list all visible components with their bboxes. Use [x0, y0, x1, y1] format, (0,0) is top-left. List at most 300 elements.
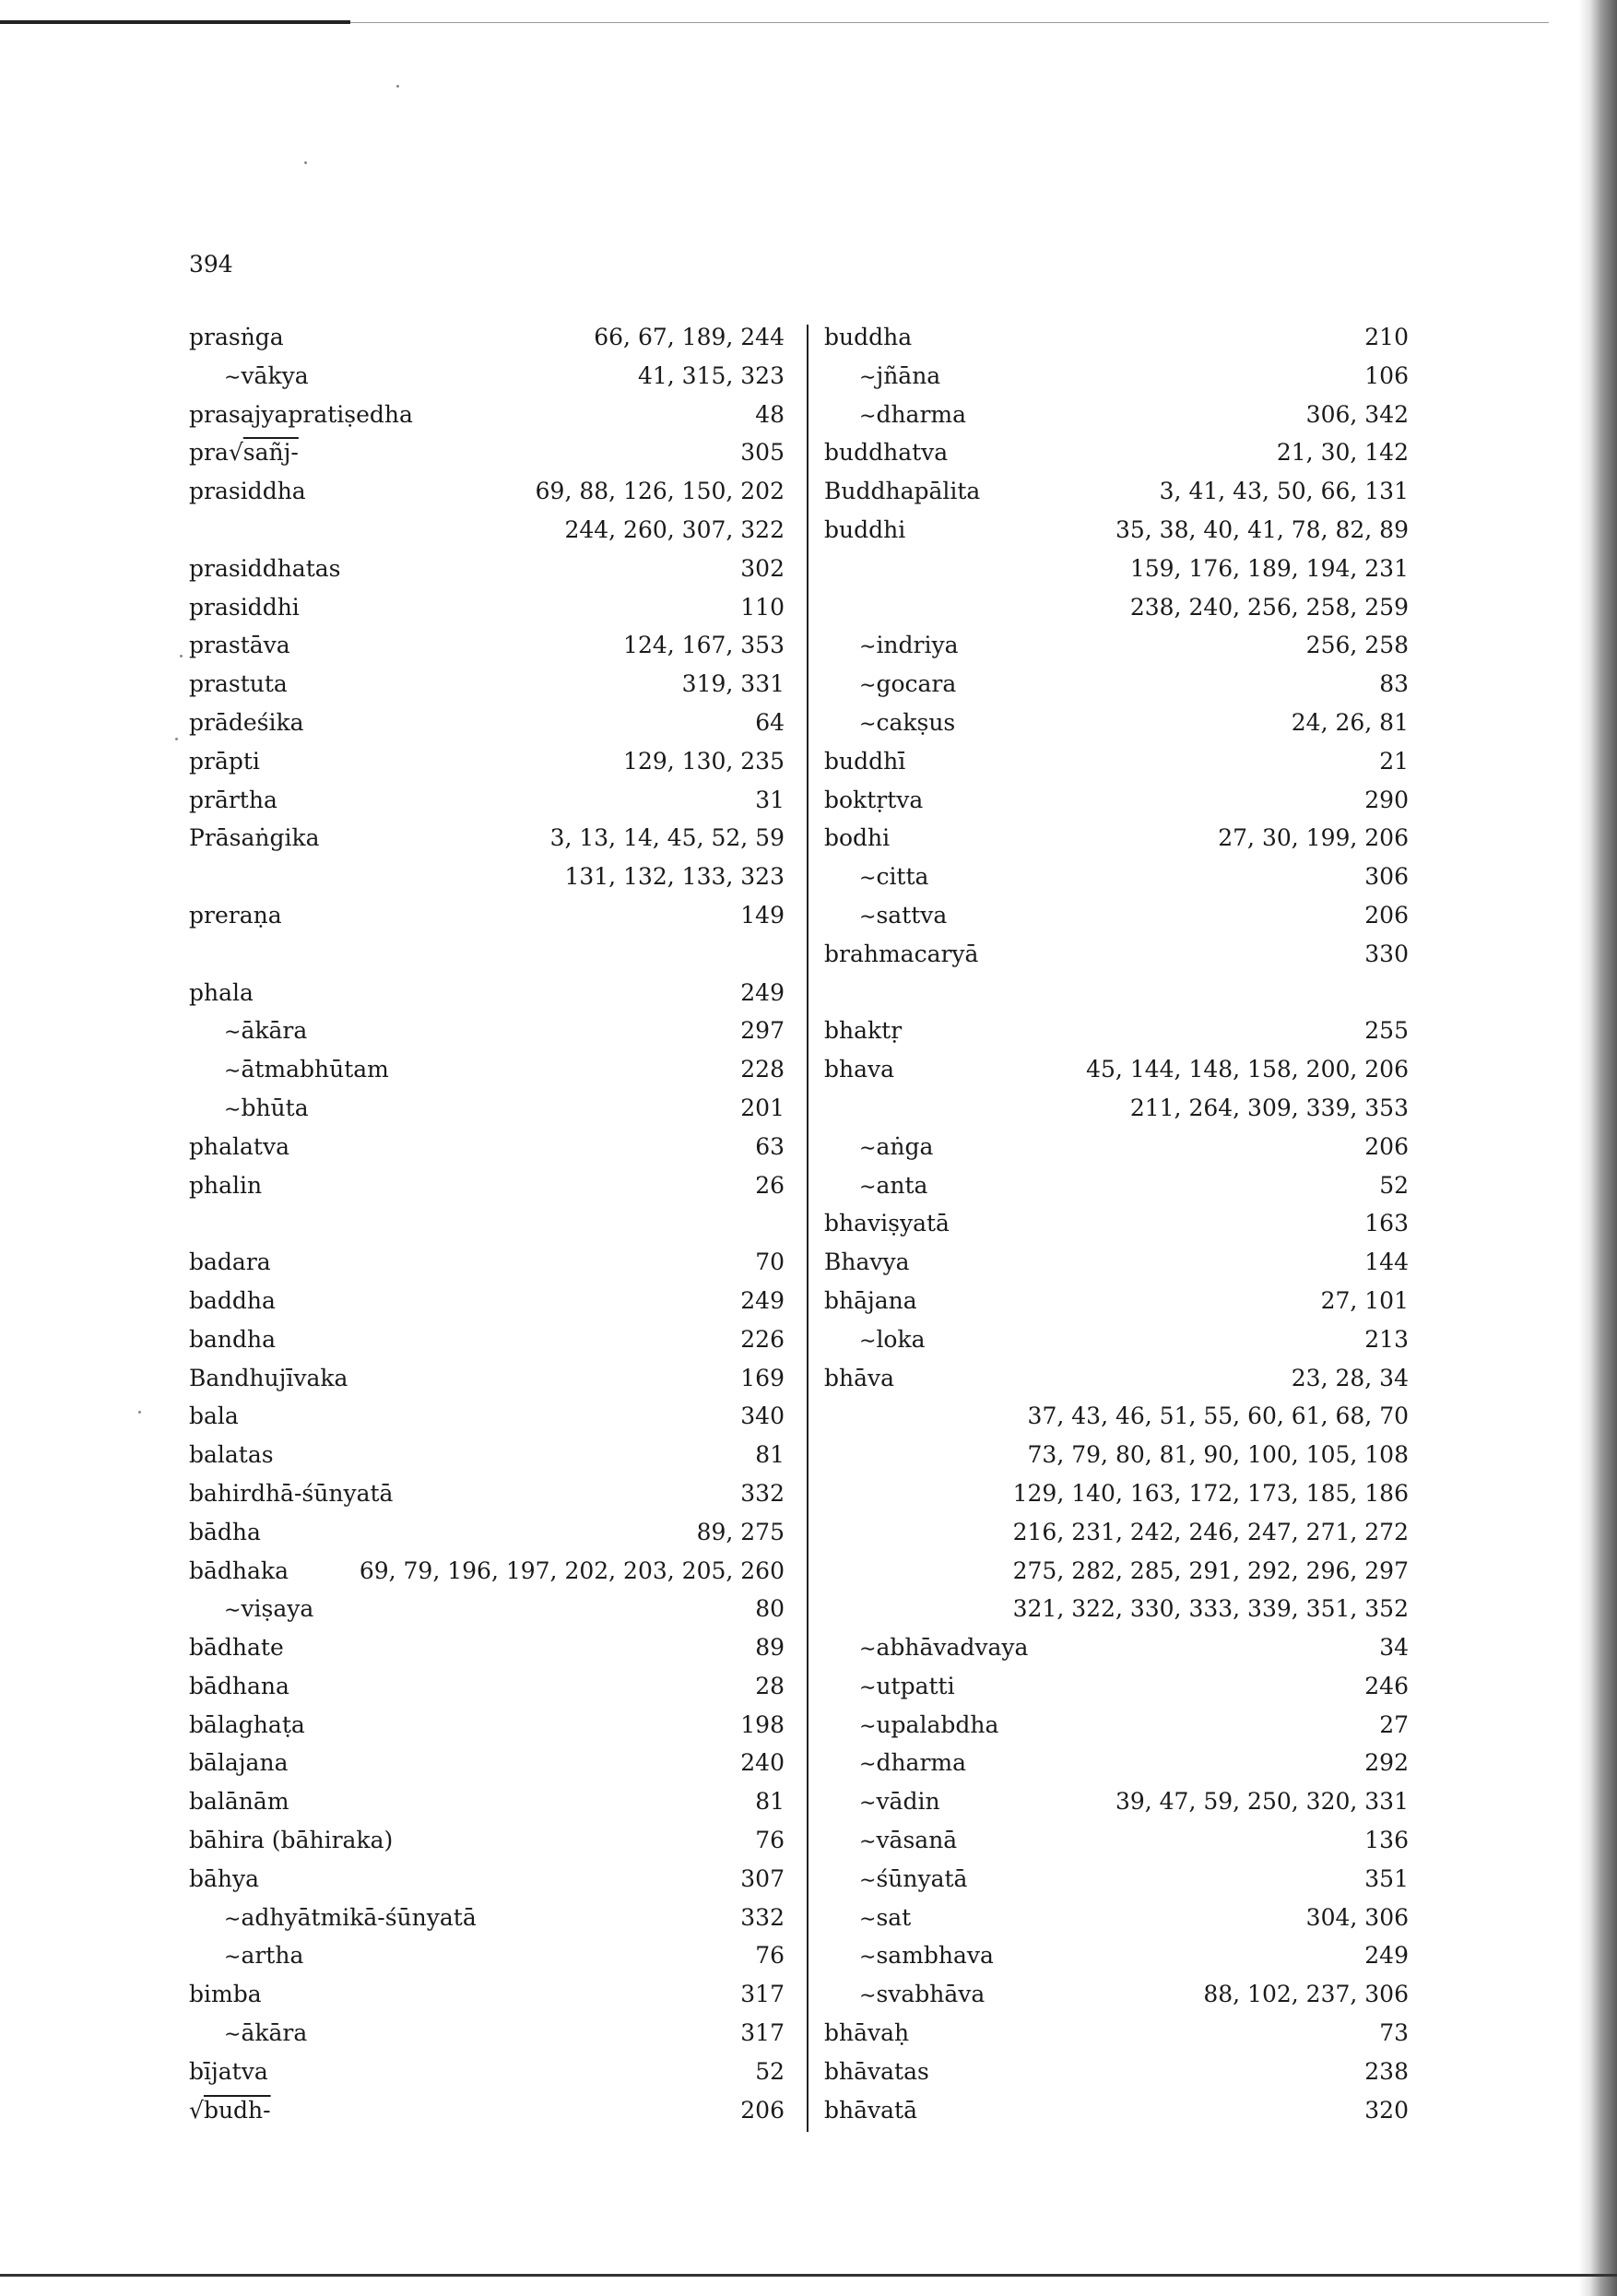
index-entry	[189, 1706, 785, 1745]
index-pages: 26	[755, 1171, 785, 1199]
tilde-icon: ∼	[859, 1638, 877, 1662]
index-term: phala	[189, 978, 254, 1006]
index-pages: 89, 275	[696, 1518, 785, 1545]
index-pages: 249	[740, 978, 785, 1006]
index-term	[824, 858, 928, 898]
index-entry	[824, 1513, 1409, 1552]
index-term-text: anta	[876, 1171, 928, 1199]
index-term	[824, 396, 966, 436]
index-term	[824, 1821, 957, 1862]
group-gap	[189, 1204, 785, 1243]
index-pages: 306	[1364, 863, 1409, 891]
tilde-icon: ∼	[224, 1097, 242, 1121]
index-entry	[824, 781, 1409, 820]
index-entry	[189, 1012, 785, 1050]
index-entry	[824, 1975, 1409, 2014]
index-term	[824, 1744, 966, 1784]
tilde-icon: ∼	[224, 2023, 242, 2047]
index-term	[824, 665, 956, 705]
tilde-icon: ∼	[859, 1675, 877, 1699]
index-pages: 76	[755, 1942, 785, 1970]
index-entry	[824, 1821, 1409, 1860]
index-term: prārtha	[189, 786, 277, 813]
index-pages: 69, 79, 196, 197, 202, 203, 205, 260	[359, 1556, 785, 1584]
index-term: bala	[189, 1402, 239, 1430]
index-entry	[824, 1243, 1409, 1282]
index-term-text: aṅga	[876, 1132, 934, 1160]
index-pages: 351	[1364, 1864, 1409, 1892]
tilde-icon: ∼	[859, 1753, 877, 1777]
index-term	[824, 704, 955, 744]
index-term: buddha	[824, 324, 913, 350]
index-term: prāpti	[189, 747, 260, 775]
index-term-text: utpatti	[876, 1672, 955, 1699]
index-term: phalatva	[189, 1132, 289, 1160]
index-pages: 206	[1364, 901, 1409, 929]
index-entry	[824, 1012, 1409, 1050]
index-term-text: abhāvadvaya	[876, 1634, 1029, 1662]
index-entry	[189, 665, 785, 704]
group-gap	[189, 935, 785, 974]
index-pages: 321, 322, 330, 333, 339, 351, 352	[1012, 1595, 1409, 1623]
bottom-rule	[0, 2274, 1617, 2277]
index-term	[824, 1128, 933, 1168]
index-pages: 124, 167, 353	[623, 632, 785, 659]
index-term	[824, 1860, 967, 1900]
index-entry	[824, 1706, 1409, 1745]
index-entry	[824, 1936, 1409, 1975]
page-edge-shadow	[1578, 0, 1617, 2296]
index-term: balānām	[189, 1788, 289, 1816]
index-term: bimba	[189, 1981, 262, 2008]
index-term: balatas	[189, 1441, 274, 1469]
index-entry	[189, 1243, 785, 1282]
index-entry	[189, 1166, 785, 1205]
index-column-right	[824, 318, 1409, 2129]
tilde-icon: ∼	[224, 1021, 242, 1045]
index-term	[189, 2091, 271, 2130]
index-pages: 63	[755, 1132, 785, 1160]
index-entry	[824, 1744, 1409, 1782]
index-term: Bandhujīvaka	[189, 1364, 348, 1391]
index-term	[824, 1706, 998, 1746]
index-entry	[824, 2053, 1409, 2091]
root-word: budh-	[203, 2096, 271, 2124]
index-pages: 256, 258	[1305, 632, 1409, 659]
index-entry	[824, 896, 1409, 935]
index-entry	[824, 1667, 1409, 1706]
index-term-text: viṣaya	[241, 1595, 314, 1623]
index-pages: 216, 231, 242, 246, 247, 271, 272	[1012, 1518, 1409, 1545]
index-entry	[824, 665, 1409, 704]
index-term	[824, 1975, 985, 2016]
index-pages: 144	[1364, 1249, 1409, 1276]
index-pages: 80	[755, 1595, 785, 1623]
index-pages: 198	[740, 1710, 785, 1738]
tilde-icon: ∼	[859, 1868, 877, 1892]
index-entry	[189, 1552, 785, 1591]
index-pages: 332	[740, 1479, 785, 1507]
index-term: bodhi	[824, 824, 891, 852]
index-pages: 319, 331	[681, 670, 785, 698]
index-entry	[824, 1860, 1409, 1899]
index-entry	[824, 1474, 1409, 1513]
index-term: buddhatva	[824, 439, 949, 467]
index-entry	[824, 1397, 1409, 1436]
speck	[180, 655, 183, 657]
tilde-icon: ∼	[224, 1059, 242, 1083]
index-pages: 330	[1364, 940, 1409, 967]
index-term-text: artha	[241, 1942, 304, 1970]
index-entry	[824, 472, 1409, 511]
tilde-icon: ∼	[859, 404, 877, 428]
index-pages: 249	[1364, 1942, 1409, 1970]
index-term-text: cakṣus	[876, 708, 956, 736]
index-pages: 106	[1364, 361, 1409, 389]
index-pages: 226	[740, 1325, 785, 1353]
tilde-icon: ∼	[859, 365, 877, 389]
index-pages: 240	[740, 1749, 785, 1777]
index-pages: 238	[1364, 2057, 1409, 2085]
index-pages: 228	[740, 1056, 785, 1083]
index-term	[189, 1050, 389, 1091]
index-entry	[189, 1282, 785, 1320]
index-pages: 41, 315, 323	[637, 361, 785, 389]
index-entry	[189, 2014, 785, 2053]
index-pages: 307	[740, 1864, 785, 1892]
index-term: bāhya	[189, 1864, 260, 1892]
index-entry	[824, 626, 1409, 665]
index-entry	[824, 1359, 1409, 1398]
tilde-icon: ∼	[224, 1599, 242, 1623]
index-pages: 76	[755, 1827, 785, 1854]
tilde-icon: ∼	[224, 1907, 242, 1931]
index-term-text: ākāra	[241, 1017, 308, 1045]
index-entry	[824, 1204, 1409, 1243]
index-entry	[189, 896, 785, 935]
index-term: badara	[189, 1249, 271, 1276]
index-pages: 332	[740, 1903, 785, 1931]
index-term: phalin	[189, 1171, 263, 1199]
index-pages: 52	[1379, 1171, 1409, 1199]
index-term-text: vādin	[876, 1788, 940, 1816]
speck	[304, 161, 307, 164]
index-pages: 31	[755, 786, 785, 813]
index-entry	[189, 1936, 785, 1975]
index-term-text: bhūta	[241, 1094, 309, 1121]
index-term: prasiddhatas	[189, 554, 341, 582]
tilde-icon: ∼	[859, 674, 877, 698]
index-entry	[189, 318, 785, 357]
index-term: bālajana	[189, 1749, 289, 1777]
index-pages: 210	[1364, 324, 1409, 350]
index-pages: 292	[1364, 1749, 1409, 1777]
index-pages: 81	[755, 1788, 785, 1816]
index-term-text: ākāra	[241, 2019, 308, 2047]
index-term: bandha	[189, 1325, 277, 1353]
index-term	[824, 1782, 940, 1823]
index-pages: 27, 101	[1320, 1286, 1409, 1314]
index-term: brahmacaryā	[824, 940, 979, 967]
index-entry	[824, 1436, 1409, 1474]
index-term: Bhavya	[824, 1249, 910, 1276]
tilde-icon: ∼	[859, 1907, 877, 1931]
index-pages: 3, 13, 14, 45, 52, 59	[549, 824, 785, 852]
index-term	[824, 1166, 927, 1207]
index-entry	[824, 704, 1409, 742]
index-entry	[189, 550, 785, 588]
index-pages: 73	[1379, 2019, 1409, 2047]
index-entry	[189, 1744, 785, 1782]
index-pages: 21	[1379, 747, 1409, 775]
index-term-text: dharma	[876, 400, 967, 428]
index-pages: 110	[740, 593, 785, 621]
index-pages: 206	[740, 2096, 785, 2124]
index-entry	[824, 819, 1409, 858]
index-entry	[824, 1050, 1409, 1089]
index-term-text: adhyātmikā-śūnyatā	[241, 1903, 477, 1931]
index-term: bāhira (bāhiraka)	[189, 1827, 394, 1854]
index-pages: 297	[740, 1017, 785, 1045]
index-pages: 206	[1364, 1132, 1409, 1160]
index-entry	[189, 704, 785, 742]
index-column-left	[189, 318, 785, 2129]
index-term: bhaktṛ	[824, 1017, 903, 1045]
index-term	[824, 1320, 926, 1361]
index-pages: 35, 38, 40, 41, 78, 82, 89	[1115, 515, 1409, 543]
index-pages: 83	[1379, 670, 1409, 698]
group-gap	[824, 974, 1409, 1012]
index-term: bhāvatā	[824, 2096, 917, 2124]
index-entry	[824, 935, 1409, 974]
index-term-text: loka	[876, 1325, 926, 1353]
tilde-icon: ∼	[859, 635, 877, 659]
index-term-text: vāsanā	[876, 1827, 958, 1854]
index-entry	[189, 781, 785, 820]
speck	[138, 1411, 141, 1414]
root-word: sañj-	[242, 439, 299, 467]
index-entry	[189, 742, 785, 781]
index-entry	[189, 1590, 785, 1628]
index-entry	[189, 1474, 785, 1513]
index-term-text: vākya	[241, 361, 309, 389]
tilde-icon: ∼	[224, 1946, 242, 1970]
index-term	[824, 1899, 911, 1939]
index-entry	[189, 1782, 785, 1821]
index-entry	[189, 1628, 785, 1667]
index-pages: 317	[740, 2019, 785, 2047]
index-term: prādeśika	[189, 708, 304, 736]
index-term-text: svabhāva	[876, 1981, 986, 2008]
index-entry	[189, 974, 785, 1012]
index-entry	[189, 1513, 785, 1552]
index-entry	[824, 511, 1409, 550]
tilde-icon: ∼	[859, 1175, 877, 1199]
top-rule-thin	[350, 22, 1549, 23]
page-number: 394	[189, 251, 233, 278]
index-term: bhājana	[824, 1286, 917, 1314]
index-term-text: dharma	[876, 1749, 967, 1777]
index-pages: 213	[1364, 1325, 1409, 1353]
index-term: prasṅga	[189, 324, 284, 350]
index-pages: 27, 30, 199, 206	[1218, 824, 1409, 852]
index-entry	[824, 1552, 1409, 1591]
index-term	[189, 1590, 313, 1630]
radical-sign-icon: √	[189, 2096, 204, 2124]
index-entry	[189, 588, 785, 627]
index-pages: 21, 30, 142	[1276, 439, 1409, 467]
speck	[175, 738, 178, 740]
index-term-text: ātmabhūtam	[241, 1056, 389, 1083]
index-pages: 66, 67, 189, 244	[594, 324, 785, 350]
index-entry	[824, 550, 1409, 588]
column-divider	[807, 325, 808, 2132]
index-entry	[189, 1436, 785, 1474]
index-term	[824, 626, 959, 667]
index-pages: 129, 130, 235	[623, 747, 785, 775]
index-pages: 302	[740, 554, 785, 582]
index-entry	[824, 1899, 1409, 1937]
index-pages: 305	[740, 439, 785, 467]
index-pages: 81	[755, 1441, 785, 1469]
index-term: prasiddhi	[189, 593, 300, 621]
index-entry	[824, 742, 1409, 781]
index-term	[189, 1936, 303, 1977]
index-pages: 306, 342	[1305, 400, 1409, 428]
radical-sign-icon: √	[228, 439, 243, 467]
index-pages: 24, 26, 81	[1291, 708, 1409, 736]
index-entry	[189, 1860, 785, 1899]
tilde-icon: ∼	[859, 867, 877, 891]
index-pages: 275, 282, 285, 291, 292, 296, 297	[1012, 1556, 1409, 1584]
index-entry	[189, 2091, 785, 2130]
index-pages: 159, 176, 189, 194, 231	[1129, 554, 1409, 582]
index-pages: 64	[755, 708, 785, 736]
speck	[396, 85, 399, 88]
index-term: preraṇa	[189, 901, 282, 929]
index-entry	[189, 1975, 785, 2014]
index-entry	[189, 1667, 785, 1706]
index-pages: 45, 144, 148, 158, 200, 206	[1086, 1056, 1409, 1083]
tilde-icon: ∼	[859, 1984, 877, 2008]
index-term: bhāvatas	[824, 2057, 929, 2085]
index-pages: 246	[1364, 1672, 1409, 1699]
index-entry	[824, 1128, 1409, 1166]
index-entry	[824, 1089, 1409, 1128]
index-pages: 69, 88, 126, 150, 202	[535, 478, 785, 505]
index-entry	[824, 433, 1409, 472]
index-entry	[824, 357, 1409, 396]
tilde-icon: ∼	[859, 1830, 877, 1854]
index-term: Prāsaṅgika	[189, 824, 320, 852]
index-pages: 304, 306	[1305, 1903, 1409, 1931]
index-term	[824, 896, 947, 937]
index-entry	[824, 318, 1409, 357]
index-pages: 211, 264, 309, 339, 353	[1129, 1094, 1409, 1121]
index-pages: 73, 79, 80, 81, 90, 100, 105, 108	[1027, 1441, 1409, 1469]
index-term: bālaghaṭa	[189, 1710, 305, 1738]
index-pages: 89	[755, 1634, 785, 1662]
index-term: prastuta	[189, 670, 288, 698]
index-entry	[824, 2091, 1409, 2130]
index-pages: 290	[1364, 786, 1409, 813]
index-entry	[189, 1089, 785, 1128]
index-entry	[189, 819, 785, 858]
index-pages: 70	[755, 1249, 785, 1276]
index-term: bhāva	[824, 1364, 895, 1391]
tilde-icon: ∼	[859, 1329, 877, 1353]
index-entry	[189, 396, 785, 434]
index-pages: 238, 240, 256, 258, 259	[1129, 593, 1409, 621]
index-entry	[189, 472, 785, 511]
index-entry	[189, 511, 785, 550]
index-entry	[824, 1320, 1409, 1359]
index-term-text: sattva	[876, 901, 948, 929]
index-entry	[824, 1166, 1409, 1205]
index-term: boktṛtva	[824, 786, 924, 813]
index-term	[189, 357, 309, 397]
index-pages: 28	[755, 1672, 785, 1699]
tilde-icon: ∼	[859, 1136, 877, 1160]
index-pages: 3, 41, 43, 50, 66, 131	[1159, 478, 1409, 505]
index-term: bādhate	[189, 1634, 284, 1662]
index-entry	[189, 1397, 785, 1436]
index-pages: 317	[740, 1981, 785, 2008]
tilde-icon: ∼	[859, 1946, 877, 1970]
index-pages: 136	[1364, 1827, 1409, 1854]
index-pages: 88, 102, 237, 306	[1203, 1981, 1409, 2008]
index-entry	[824, 396, 1409, 434]
index-term-text: indriya	[876, 632, 959, 659]
index-term	[189, 433, 299, 472]
index-pages: 39, 47, 59, 250, 320, 331	[1115, 1788, 1409, 1816]
index-entry	[824, 1590, 1409, 1628]
index-pages: 163	[1364, 1210, 1409, 1237]
index-entry	[824, 1782, 1409, 1821]
index-term: bahirdhā-śūnyatā	[189, 1479, 394, 1507]
top-rule	[0, 20, 350, 24]
index-term	[189, 1899, 477, 1939]
index-term	[824, 1667, 955, 1708]
index-pages: 244, 260, 307, 322	[564, 515, 785, 543]
index-term-text: upalabdha	[876, 1710, 999, 1738]
index-term: bādhaka	[189, 1556, 289, 1584]
index-term-text: citta	[876, 863, 929, 891]
index-term-text: jñāna	[876, 361, 941, 389]
index-pages: 23, 28, 34	[1291, 1364, 1409, 1391]
index-pages: 149	[740, 901, 785, 929]
tilde-icon: ∼	[859, 712, 877, 736]
index-term	[824, 1936, 994, 1977]
index-pages: 320	[1364, 2096, 1409, 2124]
index-term: bādha	[189, 1518, 261, 1545]
index-entry	[189, 1899, 785, 1937]
index-entry	[824, 1628, 1409, 1667]
index-term	[189, 1012, 307, 1052]
index-entry	[824, 2014, 1409, 2053]
index-term: buddhī	[824, 747, 906, 775]
index-term: bījatva	[189, 2057, 268, 2085]
index-term: prasiddha	[189, 478, 306, 505]
tilde-icon: ∼	[859, 1714, 877, 1738]
index-term-text: sat	[876, 1903, 912, 1931]
index-entry	[189, 357, 785, 396]
index-pages: 131, 132, 133, 323	[564, 863, 785, 891]
index-term	[824, 357, 940, 397]
index-term: Buddhapālita	[824, 478, 981, 505]
index-term-text: śūnyatā	[876, 1864, 968, 1892]
index-term	[824, 1628, 1028, 1669]
